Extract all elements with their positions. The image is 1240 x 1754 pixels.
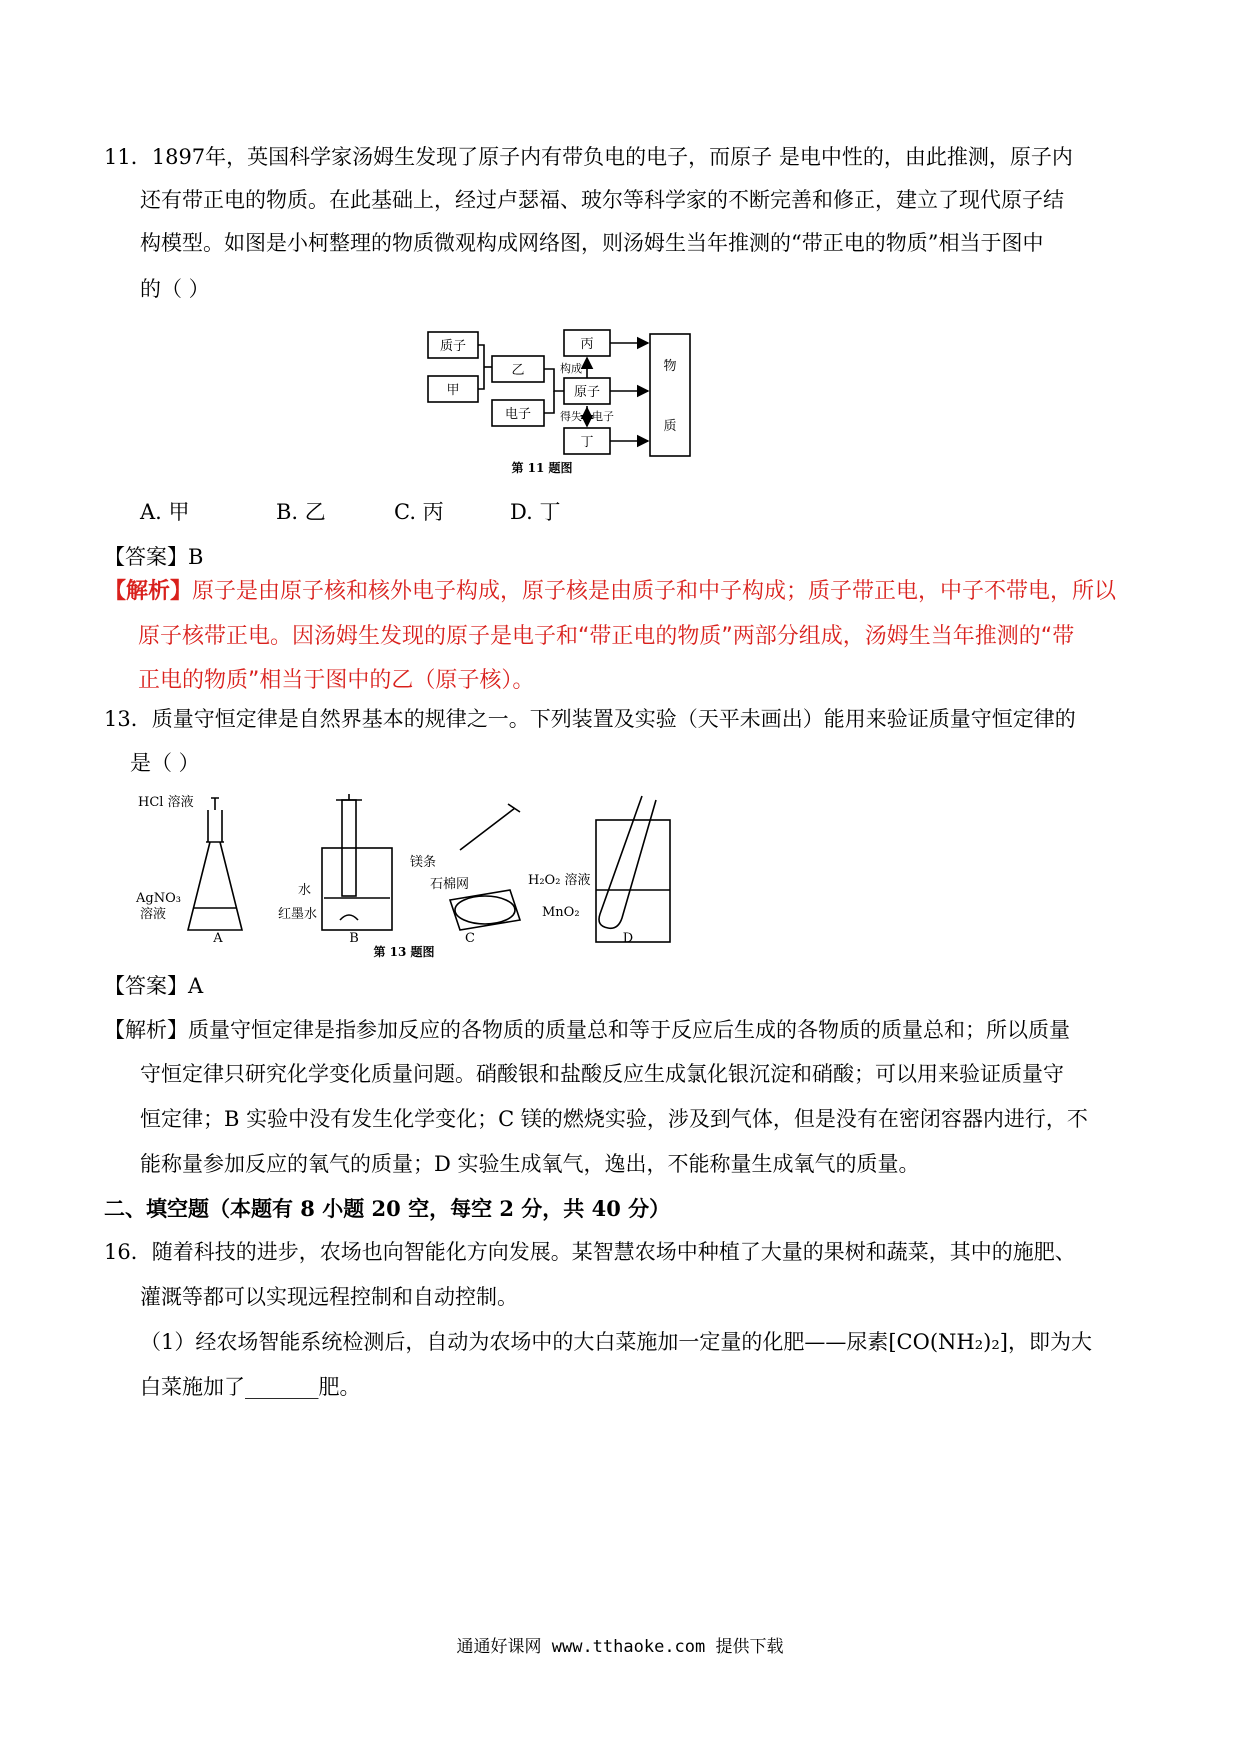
q13-beaker-b [322,848,392,930]
q11-figure [420,320,720,480]
q11-analysis-line3: 正电的物质”相当于图中的乙（原子核）。 [138,668,535,693]
q11-label-dianzi: 电子 [504,407,532,422]
q13-flask-a [188,810,242,930]
q11-analysis-line2: 原子核带正电。因汤姆生发现的原子是电子和“带正电的物质”两部分组成，汤姆生当年推测的“带 [138,624,1075,649]
q11-label-bing: 丙 [580,337,594,352]
q11-label-wu: 物 [663,359,677,374]
q11-analysis-line1 [104,578,1116,606]
q13-letter-b: B [349,931,359,946]
q13-label-shui: 水 [298,883,312,898]
q11-label-yi: 乙 [511,363,525,378]
q13-label-h2o2: H₂O₂ 溶液 [528,873,591,888]
q13-figure [110,790,690,970]
q11-label-zhizi: 质子 [439,339,467,354]
q13-text-line2: 是（ ） [130,751,200,775]
q11-figure-caption: 第 11 题图 [511,461,573,475]
q13-label-meitiao: 镁条 [410,855,437,870]
q13-label-hcl: HCl 溶液 [138,795,194,810]
q13-analysis-line2: 守恒定律只研究化学变化质量问题。硝酸银和盐酸反应生成氯化银沉淀和硝酸；可以用来验证质量守 [140,1062,1064,1086]
q11-analysis-text1: 原子是由原子核和核外电子构成，原子核是由质子和中子构成；质子带正电，中子不带电，所以 [192,579,1117,604]
q11-text-line1: 11．1897年，英国科学家汤姆生发现了原子内有带负电的电子，而原子 是电中性的，由此推测，原子内 [104,145,1073,169]
q16-text-line3: （1）经农场智能系统检测后，自动为农场中的大白菜施加一定量的化肥——尿素[CO(NH₂)₂]，即为大 [140,1330,1092,1354]
q11-label-goucheng: 构成 [560,362,582,375]
q13-text-line1: 13．质量守恒定律是自然界基本的规律之一。下列装置及实验（天平未画出）能用来验证质量守恒定律的 [104,707,1076,731]
page-footer: 通通好课网 www.tthaoke.com 提供下载 [456,1637,784,1657]
q13-label-shimianwang: 石棉网 [430,877,470,892]
q11-option-a: A. 甲 [140,500,190,524]
q13-label-agno3: AgNO₃ [136,891,181,906]
q11-label-dianzi2: 电子 [592,410,614,423]
q11-option-b: B. 乙 [276,500,326,524]
q13-analysis-line4: 能称量参加反应的氧气的质量；D 实验生成氧气，逸出，不能称量生成氧气的质量。 [140,1152,920,1176]
q11-answer: 【答案】B [104,545,204,569]
q11-label-jia: 甲 [446,383,460,398]
q13-analysis-line1: 【解析】质量守恒定律是指参加反应的各物质的质量总和等于反应后生成的各物质的质量总和；所以质量 [104,1018,1070,1042]
q11-option-d: D. 丁 [510,500,561,524]
q13-answer: 【答案】A [104,974,204,998]
q16-text-line1: 16．随着科技的进步，农场也向智能化方向发展。某智慧农场中种植了大量的果树和蔬菜，其中的施肥、 [104,1240,1076,1264]
q11-text-line2: 还有带正电的物质。在此基础上，经过卢瑟福、玻尔等科学家的不断完善和修正，建立了现代原子结 [140,188,1064,212]
q11-label-zhi: 质 [663,419,677,434]
q13-letter-d: D [622,931,634,946]
q13-tongs-c [460,804,520,850]
q16-text-line2: 灌溉等都可以实现远程控制和自动控制。 [140,1285,518,1309]
q11-option-c: C. 丙 [394,500,444,524]
q13-figure-caption: 第 13 题图 [373,945,435,959]
q13-letter-c: C [465,931,475,946]
q11-label-ding: 丁 [580,435,594,450]
q11-label-yuanzi: 原子 [573,385,601,400]
q13-label-rongye: 溶液 [140,907,167,922]
section2-heading: 二、填空题（本题有 8 小题 20 空，每空 2 分，共 40 分） [104,1196,671,1221]
q11-text-line3: 构模型。如图是小柯整理的物质微观构成网络图，则汤姆生当年推测的“带正电的物质”相当于图中 [140,231,1044,255]
q13-letter-a: A [213,931,223,946]
q11-text-line4: 的（ ） [140,277,210,301]
q11-analysis-tag: 【解析】 [104,579,193,604]
q13-label-hongmoshui: 红墨水 [278,907,318,922]
q13-analysis-line3: 恒定律；B 实验中没有发生化学变化；C 镁的燃烧实验，涉及到气体，但是没有在密闭容器内进行，不 [140,1107,1088,1131]
q13-label-mno2: MnO₂ [542,905,580,920]
q11-box-wuzhi [650,334,690,456]
q11-label-deshi: 得失 [560,410,582,423]
q16-text-line4: 白菜施加了_______肥。 [140,1375,361,1399]
